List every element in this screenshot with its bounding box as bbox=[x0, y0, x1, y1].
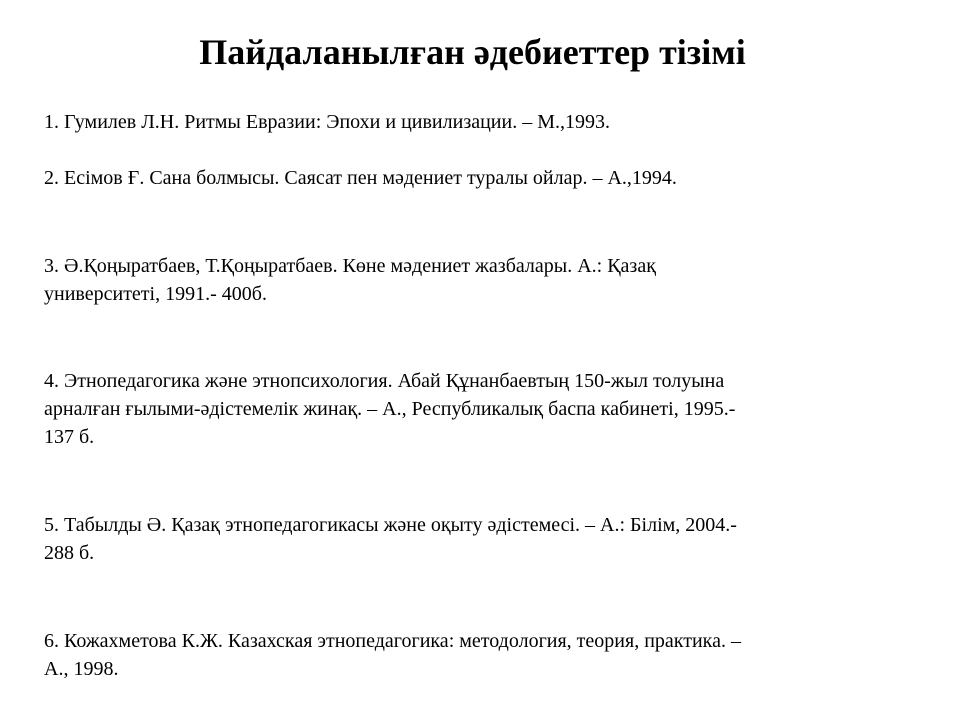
reference-5-line-1: 5. Табылды Ә. Қазақ этнопедагогикасы және оқыту әдістемесі. – А.: Білім, 2004.- bbox=[44, 514, 737, 536]
reference-6-line-1: 6. Кожахметова К.Ж. Казахская этнопедагогика: методология, теория, практика. – bbox=[44, 630, 741, 652]
reference-item-6 bbox=[44, 627, 904, 683]
reference-item-1 bbox=[44, 108, 904, 136]
reference-item-3 bbox=[44, 252, 904, 308]
slide-title: Пайдаланылған әдебиеттер тізімі bbox=[199, 32, 746, 72]
reference-1-line-1: 1. Гумилев Л.Н. Ритмы Евразии: Эпохи и цивилизации. – М.,1993. bbox=[44, 111, 610, 133]
reference-2-line-1: 2. Есімов Ғ. Сана болмысы. Саясат пен мәдениет туралы ойлар. – А.,1994. bbox=[44, 167, 677, 189]
reference-4-line-3: 137 б. bbox=[44, 426, 95, 448]
reference-3-line-2: университеті, 1991.- 400б. bbox=[44, 283, 267, 305]
reference-4-line-1: 4. Этнопедагогика және этнопсихология. Абай Құнанбаевтың 150-жыл толуына bbox=[44, 370, 725, 392]
reference-item-2 bbox=[44, 164, 904, 192]
reference-4-line-2: арналған ғылыми-әдістемелік жинақ. – А., Республикалық баспа кабинеті, 1995.- bbox=[44, 398, 736, 420]
reference-item-5 bbox=[44, 511, 904, 567]
reference-3-line-1: 3. Ә.Қоңыратбаев, Т.Қоңыратбаев. Көне мәдениет жазбалары. А.: Қазақ bbox=[44, 255, 656, 277]
reference-item-4 bbox=[44, 367, 904, 451]
reference-6-line-2: А., 1998. bbox=[44, 658, 119, 680]
reference-5-line-2: 288 б. bbox=[44, 542, 95, 564]
